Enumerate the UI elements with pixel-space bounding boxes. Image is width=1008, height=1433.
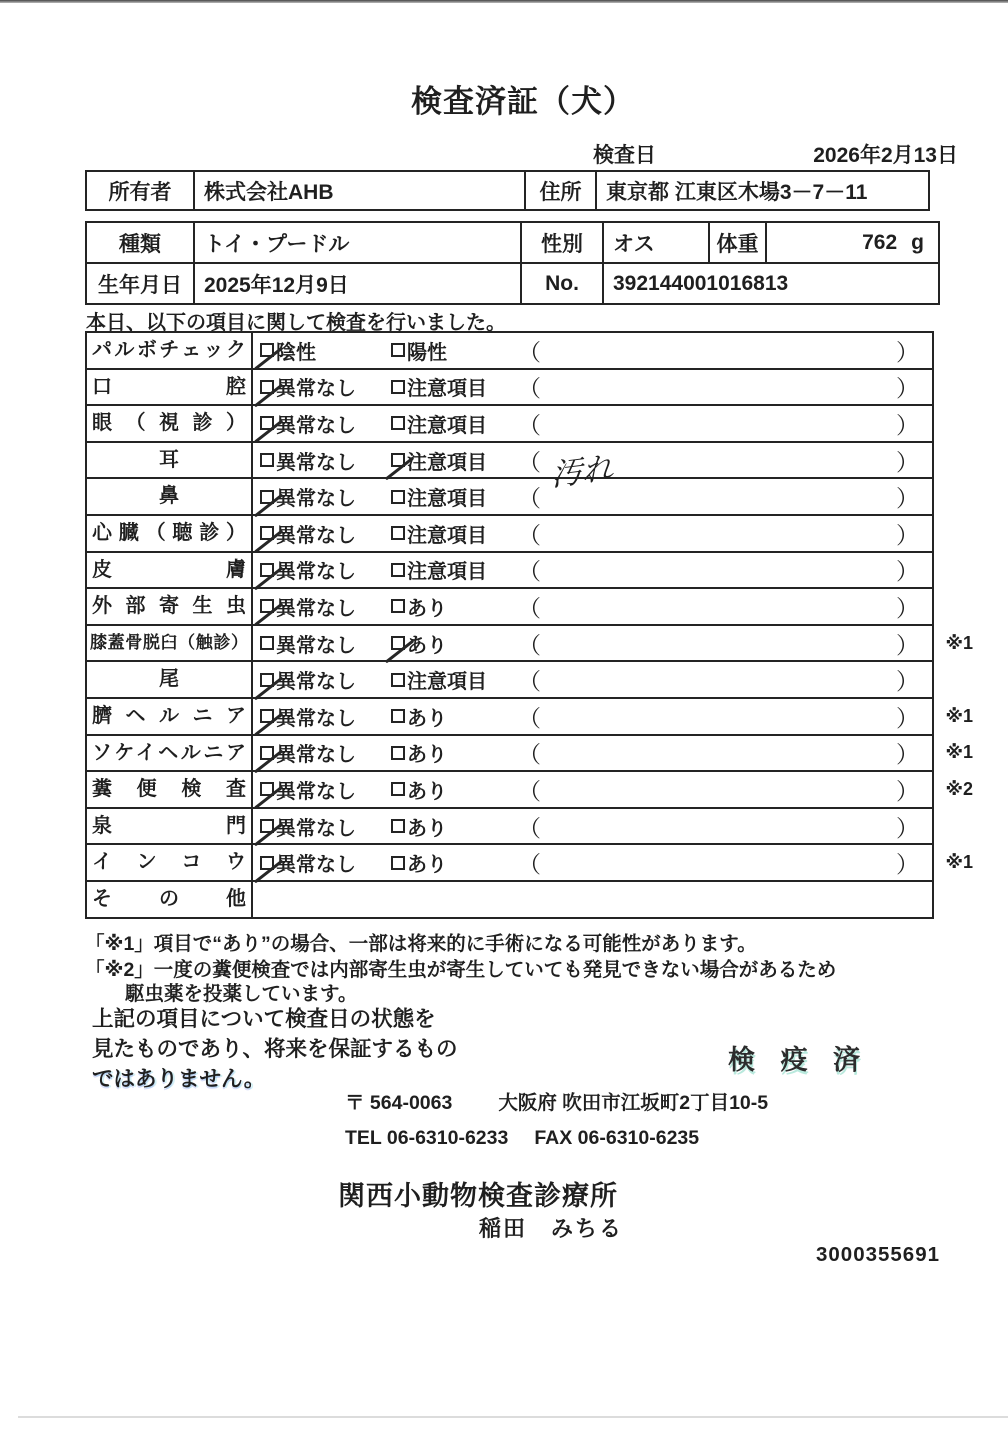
option-1 (260, 553, 356, 588)
footnote-ref: ※1 (945, 852, 973, 873)
checkbox-icon (391, 343, 405, 357)
note-field (518, 333, 919, 368)
footnote-ref: ※1 (945, 742, 973, 763)
note-field (518, 589, 919, 624)
clinic-fax: FAX 06-6310-6235 (534, 1127, 700, 1149)
note-field (518, 443, 919, 494)
option-label: 陽性 (407, 341, 447, 364)
handwritten-note: 汚れ (550, 449, 614, 494)
item-content (253, 553, 932, 588)
item-content (253, 772, 932, 807)
option-2 (391, 589, 447, 624)
option-1 (260, 662, 356, 697)
item-label: 心臓（聴診） (87, 516, 253, 551)
breed-label: 種類 (119, 232, 161, 256)
item-label: 口腔 (87, 370, 253, 405)
item-label: 尾 (87, 662, 253, 697)
paren-open: （ (518, 411, 541, 438)
item-label: 鼻 (87, 479, 253, 514)
inspection-date-value: 2026年2月13日 (813, 144, 958, 167)
checkbox-icon (260, 673, 274, 687)
item-content-empty (253, 882, 932, 917)
checklist-row-cryptorchidism (87, 843, 973, 880)
checkbox-icon (260, 526, 274, 540)
item-content (253, 626, 932, 661)
option-label: 注意項目 (407, 414, 487, 437)
option-1 (260, 370, 356, 405)
paren-close: ） (896, 668, 919, 695)
option-label: あり (407, 854, 447, 877)
footnote-2-line-2: 駆虫薬を投薬しています。 (125, 983, 358, 1005)
item-label: その他 (87, 882, 253, 917)
footnote-1: 「※1」項目で“あり”の場合、一部は将来的に手術になる可能性があります。 (85, 933, 757, 955)
address-value: 東京都 江東区木場3－7－11 (595, 172, 928, 209)
option-label: 注意項目 (407, 378, 487, 401)
checkbox-icon (260, 636, 274, 650)
option-2 (391, 809, 447, 844)
disclaimer-line-3: ではありません。 (92, 1067, 266, 1091)
footnote-ref: ※1 (945, 705, 973, 726)
checklist-row-parvo-check (87, 333, 932, 368)
option-2 (391, 626, 447, 661)
clinic-tel-fax (345, 1127, 699, 1150)
option-label: 注意項目 (407, 488, 487, 511)
checkbox-icon (260, 416, 274, 430)
paren-close: ） (896, 814, 919, 841)
checklist-row-ectoparasites (87, 587, 932, 624)
checklist-row-other (87, 880, 932, 917)
paren-open: （ (518, 485, 541, 512)
checkbox-icon (391, 453, 405, 467)
item-label: 皮膚 (87, 553, 253, 588)
item-content (253, 845, 932, 880)
footnote-ref: ※2 (945, 778, 973, 799)
option-2 (391, 699, 447, 734)
paren-close: ） (896, 411, 919, 438)
checkbox-icon (260, 709, 274, 723)
paren-close: ） (896, 448, 919, 475)
option-label: 異常なし (276, 817, 356, 840)
clinic-postal-address (345, 1087, 768, 1115)
note-field (518, 699, 919, 734)
note-field (518, 662, 919, 697)
paren-close: ） (896, 851, 919, 878)
paren-open: （ (518, 558, 541, 585)
owner-value: 株式会社AHB (193, 172, 524, 209)
dog-info-row-1 (87, 223, 938, 262)
checklist-row-oral-cavity (87, 368, 932, 405)
item-label: 外部寄生虫 (87, 589, 253, 624)
scan-edge-artifact-bottom (18, 1416, 1008, 1418)
option-label: あり (407, 597, 447, 620)
checklist-row-nose (87, 477, 932, 514)
item-label: 眼（視診） (87, 406, 253, 441)
no-value: 392144001016813 (602, 264, 938, 303)
checkbox-icon (391, 819, 405, 833)
paren-close: ） (896, 777, 919, 804)
option-label: 注意項目 (407, 524, 487, 547)
note-field (518, 370, 919, 405)
paren-close: ） (896, 741, 919, 768)
option-2 (391, 553, 487, 588)
paren-open: （ (518, 631, 541, 658)
note-field (518, 516, 919, 551)
checklist-row-heart (87, 514, 932, 551)
paren-close: ） (896, 521, 919, 548)
veterinarian-name: 稲田 みちる (479, 1216, 624, 1241)
option-label: あり (407, 707, 447, 730)
item-content (253, 589, 932, 624)
birthdate-label: 生年月日 (98, 273, 182, 297)
weight-label: 体重 (708, 223, 765, 262)
option-2 (391, 406, 487, 441)
option-label: 異常なし (276, 854, 356, 877)
checkbox-icon (391, 782, 405, 796)
address-label: 住所 (524, 172, 595, 209)
checkbox-icon (260, 380, 274, 394)
checkbox-icon (260, 599, 274, 613)
checklist-row-inguinal-hernia (87, 734, 973, 771)
checklist-row-skin (87, 551, 932, 588)
option-label: 異常なし (276, 378, 356, 401)
paren-open: （ (518, 704, 541, 731)
note-field (518, 845, 919, 880)
weight-unit: g (911, 230, 924, 254)
option-2 (391, 736, 447, 771)
paren-open: （ (518, 338, 541, 365)
serial-number: 3000355691 (815, 1243, 940, 1266)
checklist-table (85, 331, 973, 919)
checkbox-icon (391, 490, 405, 504)
option-1 (260, 626, 356, 661)
disclaimer-line-2: 見たものであり、将来を保証するもの (92, 1037, 458, 1061)
birthdate-value: 2025年12月9日 (193, 264, 520, 303)
checkbox-icon (391, 746, 405, 760)
checkbox-icon (260, 453, 274, 467)
checklist-row-umbilical-hernia (87, 697, 973, 734)
option-2 (391, 479, 487, 514)
footnote-ref: ※1 (945, 632, 973, 653)
paren-open: （ (518, 851, 541, 878)
paren-close: ） (896, 485, 919, 512)
item-content (253, 662, 932, 697)
weight-value (765, 223, 938, 262)
item-label: パルボチェック (87, 333, 253, 368)
option-2 (391, 772, 447, 807)
checklist-row-patella (87, 624, 973, 661)
checkbox-icon (391, 563, 405, 577)
option-2 (391, 333, 447, 368)
option-label: 異常なし (276, 451, 356, 474)
item-content (253, 443, 932, 494)
option-1 (260, 589, 356, 624)
option-label: 異常なし (276, 634, 356, 657)
note-field (518, 406, 919, 441)
checkbox-icon (391, 636, 405, 650)
checkbox-icon (260, 746, 274, 760)
checkbox-icon (391, 526, 405, 540)
option-label: 注意項目 (407, 451, 487, 474)
postal-code: 〒 564-0063 (345, 1092, 453, 1114)
option-label: 注意項目 (407, 671, 487, 694)
checkbox-icon (260, 343, 274, 357)
option-label: 異常なし (276, 707, 356, 730)
checklist-row-eyes (87, 404, 932, 441)
paren-open: （ (518, 668, 541, 695)
note-field (518, 809, 919, 844)
clinic-address: 大阪府 吹田市江坂町2丁目10-5 (498, 1092, 769, 1114)
item-label: 糞便検査 (87, 772, 253, 807)
option-label: 異常なし (276, 671, 356, 694)
option-label: 異常なし (276, 488, 356, 511)
option-1 (260, 699, 356, 734)
paren-open: （ (518, 814, 541, 841)
item-label: 膝蓋骨脱臼（触診） (87, 626, 253, 661)
note-field (518, 626, 919, 661)
paren-open: （ (518, 594, 541, 621)
checkbox-icon (260, 490, 274, 504)
checkbox-icon (391, 416, 405, 430)
paren-close: ） (896, 631, 919, 658)
option-1 (260, 845, 356, 880)
paren-close: ） (896, 375, 919, 402)
option-2 (391, 845, 447, 880)
quarantine-stamp: 検 疫 済 (728, 1045, 870, 1075)
item-content (253, 333, 932, 368)
item-content (253, 736, 932, 771)
dog-info-row-2 (87, 262, 938, 303)
note-field (518, 736, 919, 771)
item-content (253, 516, 932, 551)
item-content (253, 406, 932, 441)
paren-open: （ (518, 375, 541, 402)
option-2 (391, 662, 487, 697)
checkbox-icon (260, 819, 274, 833)
option-label: 異常なし (276, 524, 356, 547)
paren-open: （ (518, 448, 541, 475)
option-1 (260, 516, 356, 551)
option-label: あり (407, 744, 447, 767)
option-1 (260, 772, 356, 807)
item-content (253, 699, 932, 734)
option-1 (260, 406, 356, 441)
footnote-2-line-1: 「※2」一度の糞便検査では内部寄生虫が寄生していても発見できない場合があるため (85, 959, 837, 981)
clinic-tel: TEL 06-6310-6233 (345, 1127, 509, 1149)
checkbox-icon (391, 380, 405, 394)
paren-close: ） (896, 594, 919, 621)
paren-close: ） (896, 704, 919, 731)
checkbox-icon (391, 599, 405, 613)
item-label: ソケイヘルニア (87, 736, 253, 771)
owner-label: 所有者 (108, 180, 172, 204)
option-1 (260, 809, 356, 844)
checklist-row-ears (87, 441, 932, 494)
disclaimer-line-1: 上記の項目について検査日の状態を (92, 1007, 436, 1031)
option-label: 異常なし (276, 597, 356, 620)
option-2 (391, 516, 487, 551)
breed-value: トイ・プードル (193, 223, 520, 262)
option-1 (260, 479, 356, 514)
item-label: 耳 (87, 443, 253, 478)
clinic-name: 関西小動物検査診療所 (338, 1181, 618, 1211)
option-label: あり (407, 634, 447, 657)
option-1 (260, 333, 316, 368)
option-label: 異常なし (276, 561, 356, 584)
intro-text: 本日、以下の項目に関して検査を行いました。 (86, 312, 506, 334)
weight-number: 762 (862, 230, 898, 254)
item-label: 泉門 (87, 809, 253, 844)
dog-info-table (85, 221, 940, 305)
inspection-date-row (85, 139, 958, 165)
option-2 (391, 370, 487, 405)
option-label: 陰性 (276, 341, 316, 364)
checkbox-icon (260, 782, 274, 796)
paren-close: ） (896, 558, 919, 585)
checklist-row-fecal-exam (87, 770, 973, 807)
option-label: 異常なし (276, 780, 356, 803)
note-field (518, 772, 919, 807)
option-label: あり (407, 780, 447, 803)
option-label: 異常なし (276, 414, 356, 437)
option-2 (391, 443, 487, 478)
no-label: No. (520, 264, 602, 303)
inspection-date-label: 検査日 (593, 144, 656, 167)
scan-edge-artifact-top (0, 0, 1008, 3)
sex-value: オス (602, 223, 708, 262)
paren-close: ） (896, 338, 919, 365)
note-field (518, 553, 919, 588)
disclaimer-text (92, 1004, 458, 1094)
option-label: 異常なし (276, 744, 356, 767)
checklist-row-fontanelle (87, 807, 932, 844)
checklist-row-tail (87, 660, 932, 697)
checkbox-icon (391, 673, 405, 687)
option-label: あり (407, 817, 447, 840)
item-label: 臍ヘルニア (87, 699, 253, 734)
sex-label: 性別 (520, 223, 602, 262)
checkbox-icon (391, 856, 405, 870)
item-content (253, 370, 932, 405)
checkbox-icon (391, 709, 405, 723)
checkbox-icon (260, 563, 274, 577)
checkbox-icon (260, 856, 274, 870)
item-content (253, 809, 932, 844)
option-label: 注意項目 (407, 561, 487, 584)
paren-open: （ (518, 521, 541, 548)
option-1 (260, 736, 356, 771)
page-title: 検査済証（犬） (411, 84, 635, 119)
paren-open: （ (518, 777, 541, 804)
paren-open: （ (518, 741, 541, 768)
option-1 (260, 443, 356, 478)
owner-table (85, 170, 930, 211)
item-label: インコウ (87, 845, 253, 880)
